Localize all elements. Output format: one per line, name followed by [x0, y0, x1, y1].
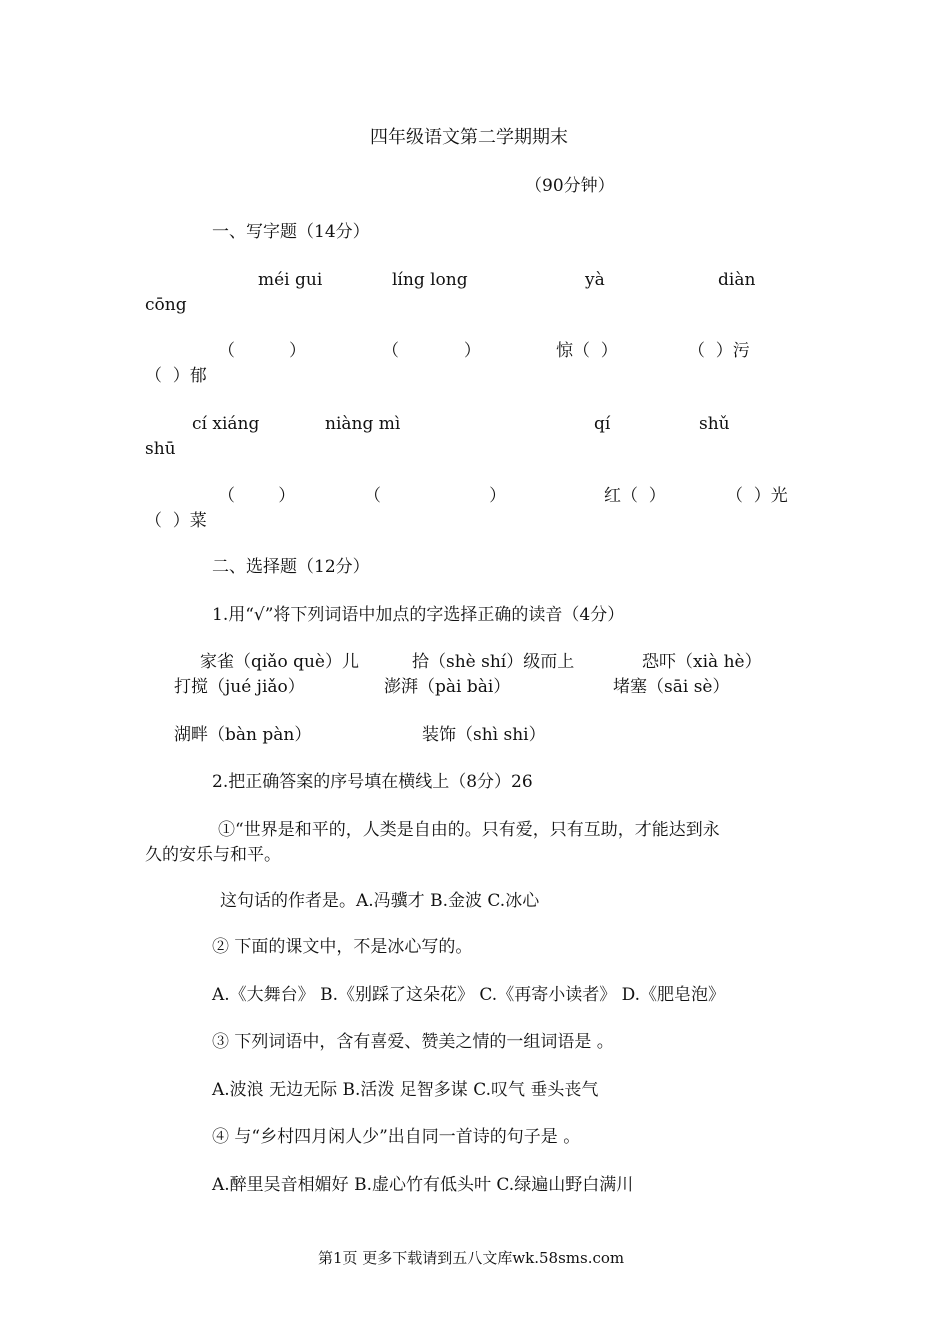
reading-item: 恐吓（xià hè） [642, 652, 762, 672]
section-heading-writing: 一、写字题（14分） [212, 222, 370, 242]
answer-blank: （ ）菜 [145, 511, 207, 531]
pinyin-item: niàng mì [325, 414, 401, 434]
pinyin-item: yà [585, 270, 605, 290]
pinyin-item: cí xiáng [192, 414, 260, 434]
page-title: 四年级语文第二学期期末 [370, 127, 568, 148]
answer-blank: （ ）污 [688, 341, 750, 361]
reading-item: 堵塞（sāi sè） [613, 677, 730, 697]
answer-blank: （ ） [218, 341, 307, 361]
sub-question: ③ 下列词语中，含有喜爱、赞美之情的一组词语是 。 [212, 1032, 614, 1052]
pinyin-item: diàn [718, 270, 756, 290]
answer-blank: （ ） [218, 486, 296, 506]
pinyin-item: méi gui [258, 270, 323, 290]
question-prompt: 2.把正确答案的序号填在横线上（8分）26 [212, 772, 533, 792]
quote-line: ①“世界是和平的，人类是自由的。只有爱，只有互助，才能达到永 [218, 820, 720, 840]
sub-question: ④ 与“乡村四月闲人少”出自同一首诗的句子是 。 [212, 1127, 581, 1147]
pinyin-item: shǔ [699, 414, 730, 434]
answer-blank: 惊（ ） [556, 341, 618, 361]
reading-item: 湖畔（bàn pàn） [174, 725, 312, 745]
section-heading-choice: 二、选择题（12分） [212, 557, 370, 577]
reading-item: 拾（shè shí）级而上 [412, 652, 575, 672]
answer-blank: （ ） [382, 341, 481, 361]
answer-blank: （ ）光 [726, 486, 788, 506]
answer-options: A.波浪 无边无际 B.活泼 足智多谋 C.叹气 垂头丧气 [212, 1080, 599, 1100]
sub-question: ② 下面的课文中，不是冰心写的。 [212, 937, 473, 957]
reading-item: 装饰（shì shi） [422, 725, 546, 745]
exam-duration: （90分钟） [525, 176, 615, 196]
page-footer: 第1页 更多下载请到五八文库wk.58sms.com [318, 1249, 625, 1267]
answer-options: A.《大舞台》 B.《别踩了这朵花》 C.《再寄小读者》 D.《肥皂泡》 [212, 985, 726, 1005]
pinyin-item: shū [145, 439, 176, 459]
answer-blank: 红（ ） [604, 486, 666, 506]
pinyin-item: líng long [392, 270, 468, 290]
answer-options: 这句话的作者是。A.冯骥才 B.金波 C.冰心 [220, 891, 540, 911]
reading-item: 打搅（jué jiǎo） [174, 677, 305, 697]
answer-blank: （ ） [364, 486, 507, 506]
question-prompt: 1.用“√”将下列词语中加点的字选择正确的读音（4分） [212, 605, 625, 625]
pinyin-item: cōng [145, 295, 187, 315]
reading-item: 澎湃（pài bài） [384, 677, 511, 697]
answer-options: A.醉里吴音相媚好 B.虚心竹有低头叶 C.绿遍山野白满川 [212, 1175, 634, 1195]
answer-blank: （ ）郁 [145, 366, 207, 386]
quote-line: 久的安乐与和平。 [145, 845, 281, 865]
reading-item: 家雀（qiǎo què）儿 [200, 652, 359, 672]
pinyin-item: qí [594, 414, 611, 434]
